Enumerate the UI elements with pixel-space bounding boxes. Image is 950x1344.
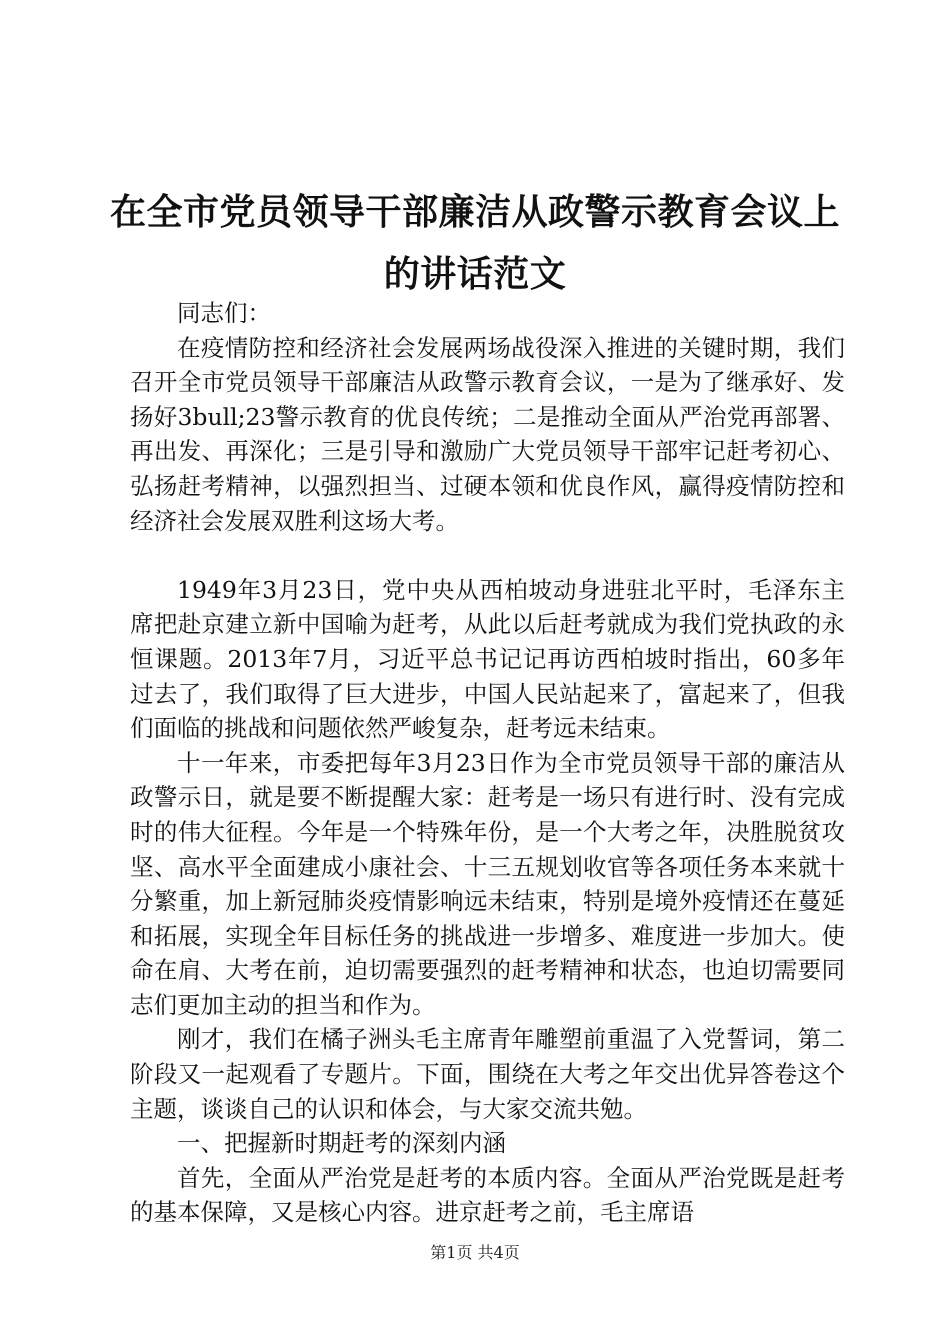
paragraph-4: 刚才，我们在橘子洲头毛主席青年雕塑前重温了入党誓词，第二阶段又一起观看了专题片。下面，围绕在大考之年交出优异答卷这个主题，谈谈自己的认识和体会，与大家交流共勉。 [130,1025,845,1123]
paragraph-3: 十一年来，市委把每年3月23日作为全市党员领导干部的廉洁从政警示日，就是要不断提醒大家：赶考是一场只有进行时、没有完成时的伟大征程。今年是一个特殊年份，是一个大考之年，决胜脱贫攻坚、高水平全面建成小康社会、十三五规划收官等各项任务本来就十分繁重，加上新冠肺炎疫情影响远未结束，特别是境外疫情还在蔓延和拓展，实现全年目标任务的挑战进一步增多、难度进一步加大。使命在肩、大考在前，迫切需要强烈的赶考精神和状态，也迫切需要同志们更加主动的担当和作为。 [130,748,845,1019]
document-title: 在全市党员领导干部廉洁从政警示教育会议上的讲话范文 [109,192,840,295]
blank-line [130,538,845,573]
document-body [130,296,845,1230]
paragraph-1: 在疫情防控和经济社会发展两场战役深入推进的关键时期，我们召开全市党员领导干部廉洁从政警示教育会议，一是为了继承好、发扬好3bull;23警示教育的优良传统；二是推动全面从严治党再部署、再出发、再深化；三是引导和激励广大党员领导干部牢记赶考初心、弘扬赶考精神，以强烈担当、过硬本领和优良作风，赢得疫情防控和经济社会发展双胜利这场大考。 [130,333,845,535]
paragraph-2: 1949年3月23日，党中央从西柏坡动身进驻北平时，毛泽东主席把赴京建立新中国喻为赶考，从此以后赶考就成为我们党执政的永恒课题。2013年7月，习近平总书记记再访西柏坡时指出，60多年过去了，我们取得了巨大进步，中国人民站起来了，富起来了，但我们面临的挑战和问题依然严峻复杂，赶考远未结束。 [130,575,845,743]
section-heading: 一、把握新时期赶考的深刻内涵 [177,1129,506,1158]
paragraph-5: 首先，全面从严治党是赶考的本质内容。全面从严治党既是赶考的基本保障，又是核心内容。进京赶考之前，毛主席语 [130,1163,845,1227]
page-footer: 第1页 共4页 [430,1243,520,1262]
greeting: 同志们： [177,299,271,327]
